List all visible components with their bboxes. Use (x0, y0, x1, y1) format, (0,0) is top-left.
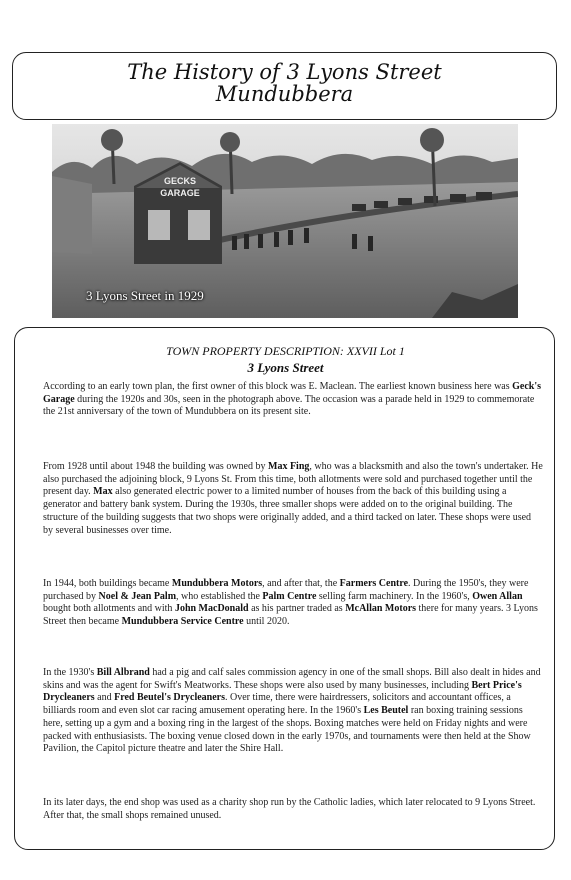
text-run: In 1944, both buildings became (43, 578, 172, 589)
photo-caption: 3 Lyons Street in 1929 (86, 288, 204, 303)
bold-name: Mundubbera Motors (171, 578, 263, 589)
bold-name: Fred Beutel's Drycleaners (114, 692, 226, 704)
bold-name: Max (93, 486, 113, 498)
title-box (12, 52, 557, 120)
bold-name: Palm Centre (262, 590, 317, 602)
paragraph-4 (43, 667, 543, 756)
text-run: and (94, 692, 115, 704)
bold-name: Geck's Garage (43, 381, 542, 405)
paragraph-1 (43, 381, 543, 419)
bold-name: Owen Allan (472, 590, 523, 602)
text-run: ran boxing training sessions here, setting up a gym and a boxing ring in the largest of the shops. Boxing matches were held on Friday nights and were packed with enthusiasists. The boxing venue closed down in the early 1970s, and tournaments were then held at the Show Pavilion, the Capitol picture theatre and later the Shire Hall. (43, 705, 531, 755)
bold-name: John MacDonald (174, 603, 249, 615)
text-run: also generated electric power to a limited number of houses from the back of this building using a generator and battery bank system. During the 1930s, three smaller shops were added on to the original building. The structure of the building suggests that two shops were originally added, and a third tacked on later. These shops were used by several businesses over time. (43, 486, 532, 536)
text-run: , who established the (176, 590, 263, 602)
paragraph-2 (43, 461, 543, 537)
sign-text-1: GECKS (163, 176, 197, 186)
bold-name: Bill Albrand (96, 667, 150, 678)
text-run: . During the 1950's, they were purchased by (43, 578, 529, 602)
page-subtitle: Mundubbera (215, 82, 354, 106)
sign-text-2: GARAGE (160, 188, 200, 198)
bold-name: Max Fing (268, 461, 310, 472)
text-run: . Over time, there were hairdressers, solicitors and accountant offices, a billiards room and even slot car racing amusement operating here. In the 1960's (43, 692, 511, 717)
text-run: until 2020. (243, 616, 290, 628)
description-heading: TOWN PROPERTY DESCRIPTION: XXVII Lot 1 (166, 344, 405, 358)
historic-photo (52, 124, 518, 318)
text-run: In its later days, the end shop was used as a charity shop run by the Catholic ladies, which later relocated to 9 Lyons Street. After that, the small shops remained unused. (43, 797, 536, 821)
page-title: The History of 3 Lyons Street (127, 60, 442, 84)
bold-name: Farmers Centre (339, 578, 409, 589)
bold-name: Mundubbera Service Centre (121, 616, 244, 628)
paragraph-3 (43, 578, 543, 629)
bold-name: Noel & Jean Palm (98, 590, 177, 602)
text-run: According to an early town plan, the first owner of this block was E. Maclean. The earliest known business here was (43, 381, 513, 392)
text-run: there for many years. 3 Lyons Street then became (43, 603, 538, 628)
paragraph-5 (43, 797, 543, 822)
text-run: , and after that, the (262, 578, 340, 589)
bold-name: Les Beutel (363, 705, 409, 717)
text-run: In the 1930's (43, 667, 97, 678)
text-run: selling farm machinery. In the 1960's, (316, 590, 473, 602)
text-run: during the 1920s and 30s, seen in the photograph above. The occasion was a parade held in 1929 to commemorate the 21st anniversary of the town of Mundubbera on its present site. (43, 393, 535, 418)
text-run: bought both allotments and with (43, 603, 175, 615)
text-run: had a pig and calf sales commission agency in one of the small shops. Bill also dealt in hides and skins and was the agent for Swift's Meatworks. These shops were also used by many businesses, including (43, 667, 541, 691)
bold-name: Bert Price's Drycleaners (43, 679, 522, 704)
text-run: , who was a blacksmith and also the town's undertaker. He also purchased the adjoining block, 9 Lyons St. From this time, both allotments were sold and purchased together until the present day. (43, 461, 543, 498)
description-subheading: 3 Lyons Street (247, 360, 324, 375)
text-run: as his partner traded as (248, 603, 346, 615)
text-run: From 1928 until about 1948 the building was owned by (43, 461, 268, 472)
bold-name: McAllan Motors (345, 603, 417, 615)
